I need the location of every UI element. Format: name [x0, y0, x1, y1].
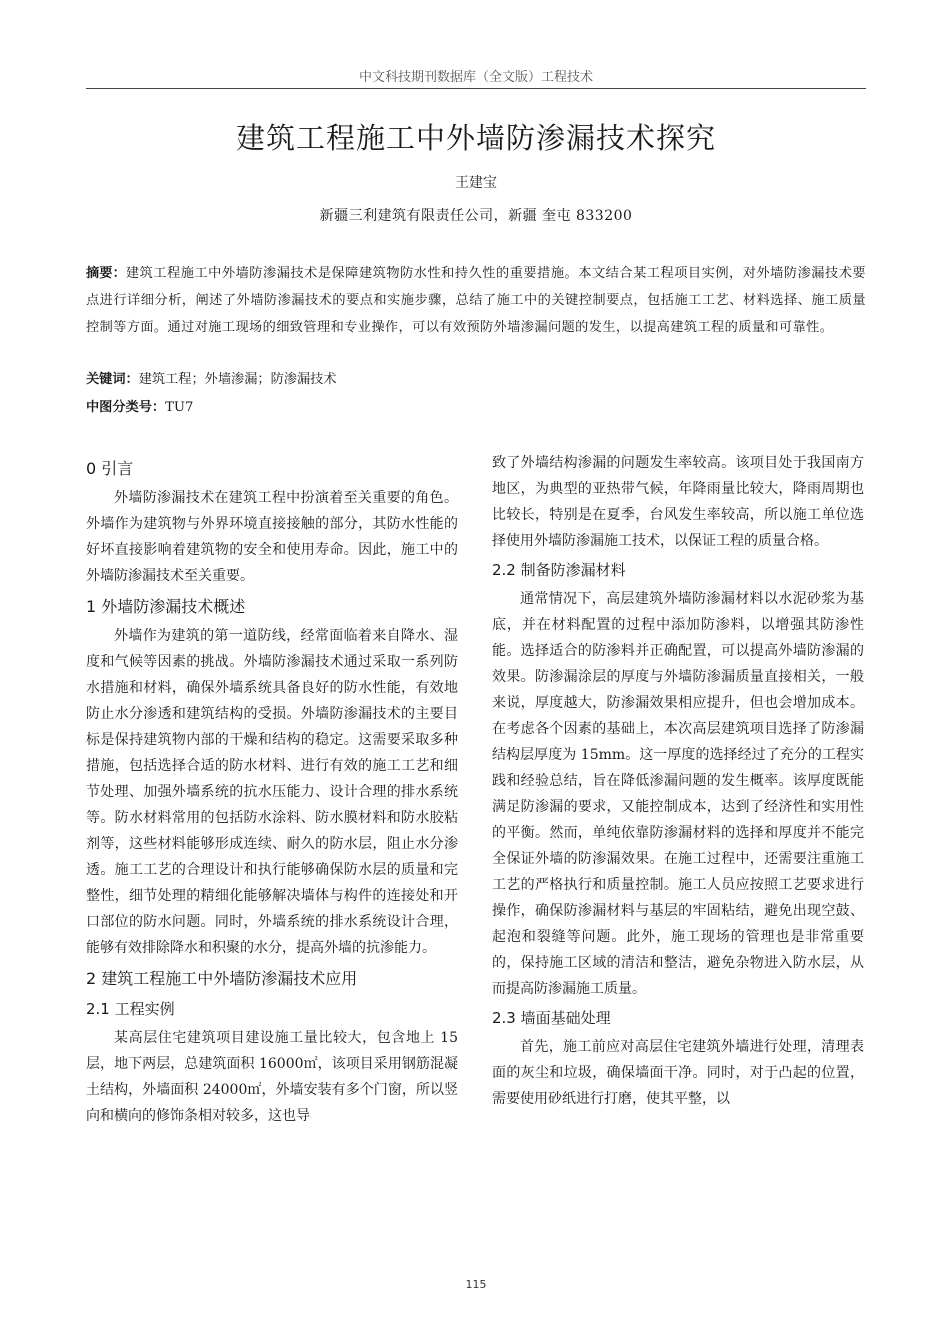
author: 王建宝 — [455, 175, 497, 191]
section-heading-intro: 0 引言 — [86, 459, 134, 478]
abstract-text: 建筑工程施工中外墙防渗漏技术是保障建筑物防水性和持久性的重要措施。本文结合某工程项目实例，对外墙防渗漏技术要点进行详细分析，阐述了外墙防渗漏技术的要点和实施步骤，总结了施工中的关键控制要点，包括施工工艺、材料选择、施工质量控制等方面。通过对施工现场的细致管理和专业操作，可以有效预防外墙渗漏问题的发生，以提高建筑工程的质量和可靠性。 — [86, 266, 866, 335]
paragraph-wall-base: 首先，施工前应对高层住宅建筑外墙进行处理，清理表面的灰尘和垃圾，确保墙面干净。同时，对于凸起的位置，需要使用砂纸进行打磨，使其平整，以 — [492, 1039, 864, 1107]
keywords-label: 关键词： — [86, 372, 139, 387]
classification — [86, 396, 866, 420]
abstract-label: 摘要： — [86, 266, 126, 281]
paragraph-overview: 外墙作为建筑的第一道防线，经常面临着来自降水、湿度和气候等因素的挑战。外墙防渗漏技术通过采取一系列防水措施和材料，确保外墙系统具备良好的防水性能，有效地防止水分渗透和建筑结构的受损。外墙防渗漏技术的主要目标是保持建筑物内部的干燥和结构的稳定。这需要采取多种措施，包括选择合适的防水材料、进行有效的施工工艺和细节处理、加强外墙系统的抗水压能力、设计合理的排水系统等。防水材料常用的包括防水涂料、防水膜材料和防水胶粘剂等，这些材料能够形成连续、耐久的防水层，阻止水分渗透。施工工艺的合理设计和执行能够确保防水层的质量和完整性，细节处理的精细化能够解决墙体与构件的连接处和开口部位的防水问题。同时，外墙系统的排水系统设计合理，能够有效排除降水和积聚的水分，提高外墙的抗渗能力。 — [86, 628, 458, 956]
section-heading-application: 2 建筑工程施工中外墙防渗漏技术应用 — [86, 969, 358, 988]
journal-header: 中文科技期刊数据库（全文版）工程技术 — [358, 70, 593, 85]
abstract — [86, 260, 866, 341]
classification-text: TU7 — [165, 400, 194, 415]
header-rule — [86, 88, 866, 89]
paragraph-case: 某高层住宅建筑项目建设施工量比较大，包含地上 15 层，地下两层，总建筑面积 16000㎡，该项目采用钢筋混凝土结构，外墙面积 24000㎡，外墙安装有多个门窗，所以竖向和横向的修饰条相对较多，这也导 — [86, 1030, 458, 1124]
subsection-heading-case: 2.1 工程实例 — [86, 1000, 175, 1018]
subsection-heading-wall-base: 2.3 墙面基础处理 — [492, 1009, 611, 1027]
right-column — [492, 450, 864, 1112]
paper-title: 建筑工程施工中外墙防渗漏技术探究 — [235, 121, 716, 155]
paragraph-intro: 外墙防渗漏技术在建筑工程中扮演着至关重要的角色。外墙作为建筑物与外界环境直接接触的部分，其防水性能的好坏直接影响着建筑物的安全和使用寿命。因此，施工中的外墙防渗漏技术至关重要。 — [86, 490, 458, 584]
keywords-text: 建筑工程；外墙渗漏；防渗漏技术 — [138, 372, 337, 387]
paragraph-materials: 通常情况下，高层建筑外墙防渗漏材料以水泥砂浆为基底，并在材料配置的过程中添加防渗料，以增强其防渗性能。选择适合的防渗料并正确配置，可以提高外墙防渗漏的效果。防渗漏涂层的厚度与外墙防渗漏质量直接相关，一般来说，厚度越大，防渗漏效果相应提升，但也会增加成本。在考虑各个因素的基础上，本次高层建筑项目选择了防渗漏结构层厚度为 15mm。这一厚度的选择经过了充分的工程实践和经验总结，旨在降低渗漏问题的发生概率。该厚度既能满足防渗漏的要求，又能控制成本，达到了经济性和实用性的平衡。然而，单纯依靠防渗漏材料的选择和厚度并不能完全保证外墙的防渗漏效果。在施工过程中，还需要注重施工工艺的严格执行和质量控制。施工人员应按照工艺要求进行操作，确保防渗漏材料与基层的牢固粘结，避免出现空鼓、起泡和裂缝等问题。此外，施工现场的管理也是非常重要的，保持施工区域的清洁和整洁，避免杂物进入防水层，从而提高防渗漏施工质量。 — [492, 591, 864, 997]
left-column — [86, 455, 458, 1129]
paragraph-case-continued: 致了外墙结构渗漏的问题发生率较高。该项目处于我国南方地区，为典型的亚热带气候，年降雨量比较大，降雨周期也比较长，特别是在夏季，台风发生率较高，所以施工单位选择使用外墙防渗漏施工技术，以保证工程的质量合格。 — [492, 455, 864, 549]
subsection-heading-materials: 2.2 制备防渗漏材料 — [492, 561, 626, 579]
page-number: 115 — [465, 1278, 487, 1291]
affiliation: 新疆三利建筑有限责任公司，新疆 奎屯 833200 — [319, 208, 633, 224]
keywords — [86, 368, 866, 392]
section-heading-overview: 1 外墙防渗漏技术概述 — [86, 597, 246, 616]
classification-label: 中图分类号： — [86, 400, 166, 415]
